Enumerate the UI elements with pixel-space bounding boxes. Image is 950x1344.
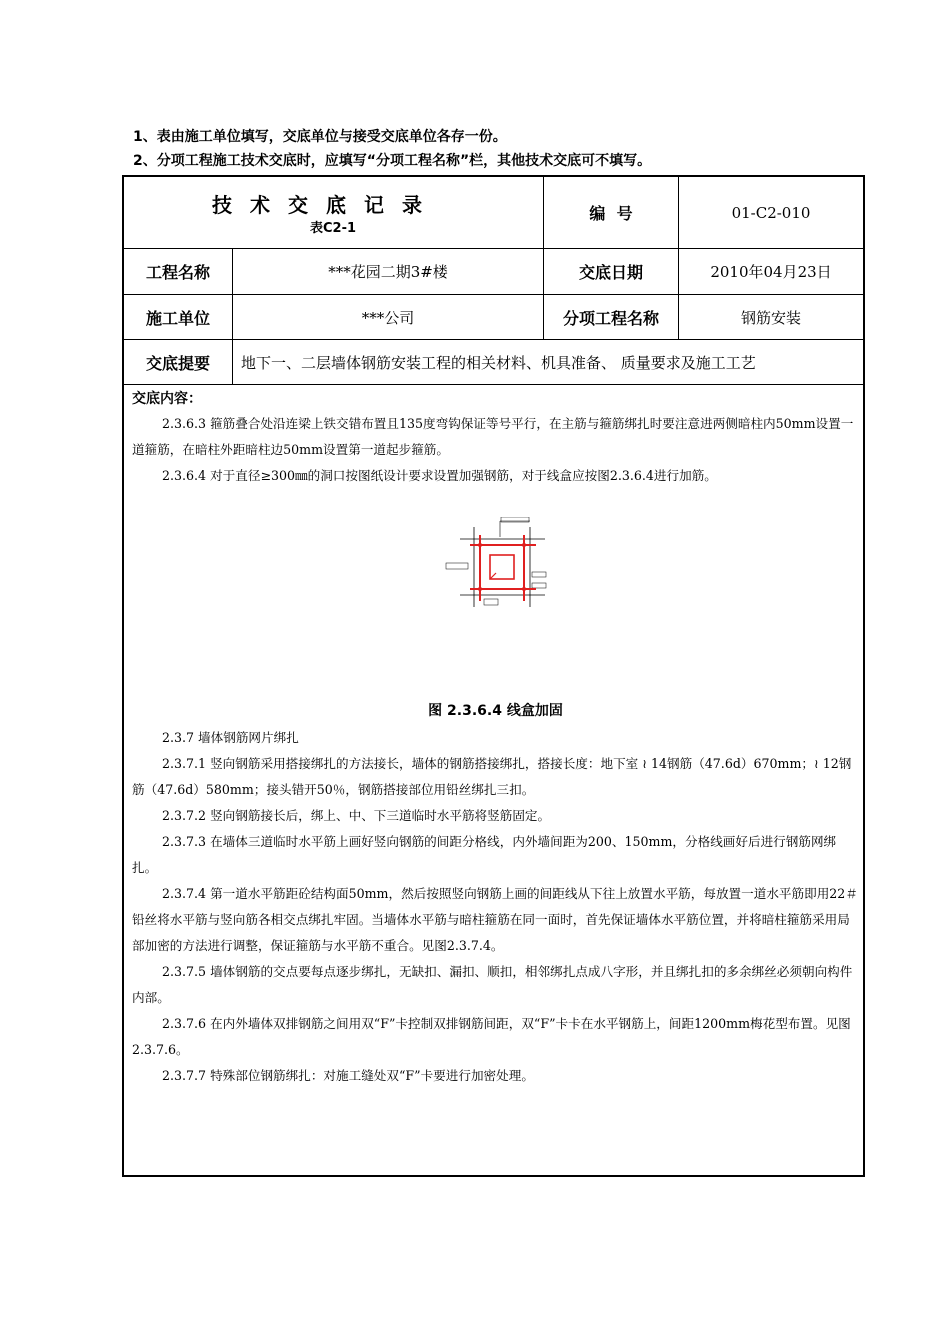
content-paragraph: 2.3.7 墙体钢筋网片绑扎 xyxy=(162,730,299,745)
handover-date-label: 交底日期 xyxy=(578,263,643,282)
summary-value: 地下一、二层墙体钢筋安装工程的相关材料、机具准备、 质量要求及施工工艺 xyxy=(241,353,756,372)
handover-content xyxy=(132,387,859,1089)
serial-number-value: 01-C2-010 xyxy=(731,203,811,222)
record-form xyxy=(122,175,865,1177)
figure-caption: 图 2.3.6.4 线盒加固 xyxy=(428,703,563,719)
content-paragraph: 2.3.7.1 竖向钢筋采用搭接绑扎的方法接长，墙体的钢筋搭接绑扎，搭接长度：地下室 ≀ 14钢筋（47.6d）670mm；≀ 12钢筋（47.6d）580mm；接头错开50％，钢筋搭接部位用铅丝绑扎三扣。 xyxy=(132,756,852,797)
form-title: 技术交底记录 xyxy=(212,193,440,217)
summary-label: 交底提要 xyxy=(145,353,210,373)
construction-unit-label: 施工单位 xyxy=(145,308,210,328)
sub-item-name-value: 钢筋安装 xyxy=(740,308,801,327)
sub-item-name-label: 分项工程名称 xyxy=(562,308,659,328)
handover-date-value: 2010年04月23日 xyxy=(710,263,832,281)
content-paragraph: 2.3.7.5 墙体钢筋的交点要每点逐步绑扎，无缺扣、漏扣、顺扣，相邻绑扎点成八字形，并且绑扎扣的多余绑丝必须朝向构件内部。 xyxy=(132,964,853,1005)
junction-box-reinforcement-figure xyxy=(132,489,859,699)
serial-number-label: 编 号 xyxy=(589,204,633,223)
form-number: 表C2-1 xyxy=(310,221,357,236)
instruction-note-1: 1、表由施工单位填写，交底单位与接受交底单位各存一份。 xyxy=(133,129,507,145)
project-name-label: 工程名称 xyxy=(145,263,210,282)
content-paragraph: 2.3.7.2 竖向钢筋接长后，绑上、中、下三道临时水平筋将竖筋固定。 xyxy=(162,808,551,823)
content-paragraph: 2.3.7.6 在内外墙体双排钢筋之间用双“F”卡控制双排钢筋间距，双“F”卡卡在水平钢筋上，间距1200mm梅花型布置。见图2.3.7.6。 xyxy=(132,1016,851,1057)
content-paragraph: 2.3.7.7 特殊部位钢筋绑扎：对施工缝处双“F”卡要进行加密处理。 xyxy=(162,1068,534,1083)
row-divider xyxy=(124,384,863,385)
content-title: 交底内容： xyxy=(132,391,202,407)
content-paragraph: 2.3.7.4 第一道水平筋距砼结构面50mm，然后按照竖向钢筋上画的间距线从下往上放置水平筋，每放置一道水平筋即用22＃铅丝将水平筋与竖向筋各相交点绑扎牢固。当墙体水平筋与暗柱箍筋在同一面时，首先保证墙体水平筋位置，并将暗柱箍筋采用局部加密的方法进行调整，保证箍筋与水平筋不重合。见图2.3.7.4。 xyxy=(132,886,858,953)
reinforcement-diagram xyxy=(440,517,570,617)
content-paragraph: 2.3.6.4 对于直径≥300㎜的洞口按图纸设计要求设置加强钢筋，对于线盒应按图2.3.6.4进行加筋。 xyxy=(162,468,717,483)
content-paragraph: 2.3.7.3 在墙体三道临时水平筋上画好竖向钢筋的间距分格线，内外墙间距为200、150mm，分格线画好后进行钢筋网绑扎。 xyxy=(132,834,837,875)
project-name-value: ***花园二期3#楼 xyxy=(328,263,448,281)
construction-unit-value: ***公司 xyxy=(361,308,415,327)
instruction-note-2: 2、分项工程施工技术交底时，应填写“分项工程名称”栏，其他技术交底可不填写。 xyxy=(133,153,652,169)
content-paragraph: 2.3.6.3 箍筋叠合处沿连梁上铁交错布置且135度弯钩保证等号平行，在主筋与箍筋绑扎时要注意进两侧暗柱内50mm设置一道箍筋，在暗柱外距暗柱边50mm设置第一道起步箍筋。 xyxy=(132,416,854,457)
